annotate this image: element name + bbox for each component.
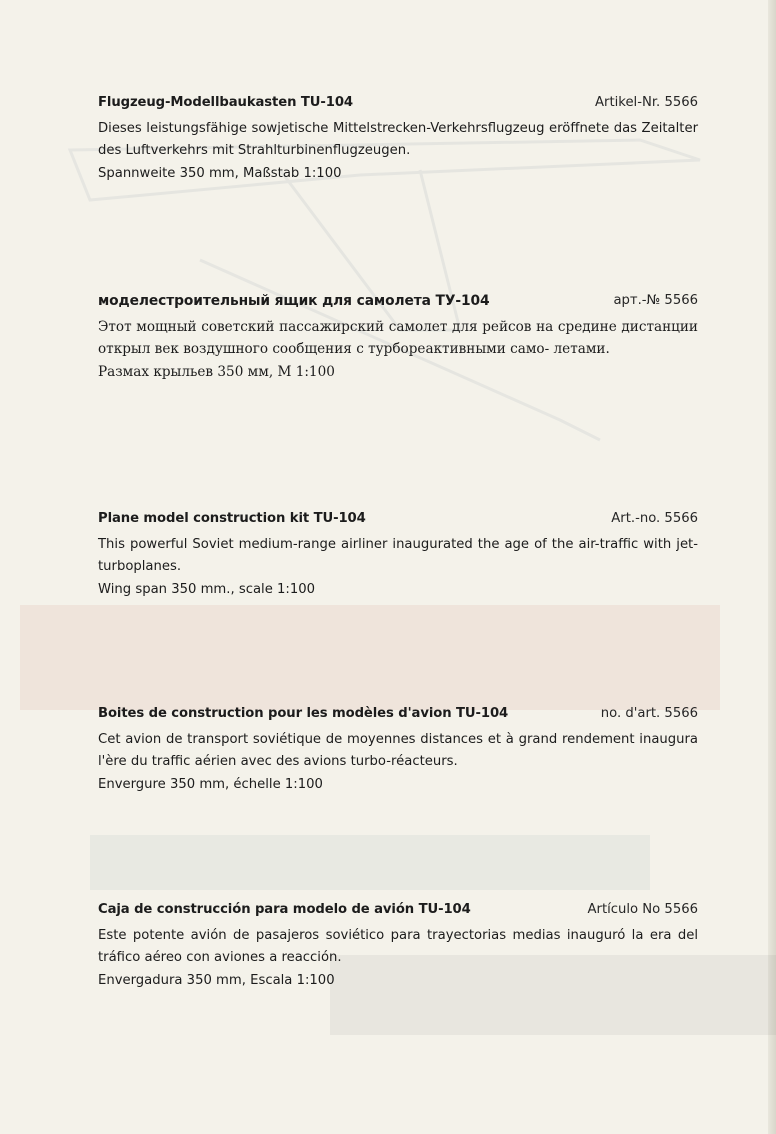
product-spec: Spannweite 350 mm, Maßstab 1:100 <box>98 166 342 181</box>
entry-russian <box>98 293 698 384</box>
entry-header <box>98 511 698 531</box>
product-spec: Envergadura 350 mm, Escala 1:100 <box>98 973 335 988</box>
product-title: Flugzeug-Modellbaukasten TU-104 <box>98 95 353 110</box>
entry-header <box>98 902 698 922</box>
entry-spanish <box>98 902 698 992</box>
product-description: Cet avion de transport soviétique de moyennes distances et à grand rendement inaugura l'ère du traffic aérien avec des avions turbo-réacteurs. <box>98 732 698 769</box>
product-description: Этот мощный советский пассажирский самолет для рейсов на средине дистанции открыл век воздушного сообщения с турбореактивными само- летами. <box>98 319 698 357</box>
article-number: арт.-№ 5566 <box>613 293 698 308</box>
product-spec: Размах крыльев 350 мм, М 1:100 <box>98 364 335 380</box>
article-number: Art.-no. 5566 <box>611 511 698 526</box>
product-title: Plane model construction kit TU-104 <box>98 511 366 526</box>
show-through-airplane <box>70 140 700 440</box>
article-number: Artikel-Nr. 5566 <box>595 95 698 110</box>
entry-header <box>98 706 698 726</box>
entry-english <box>98 511 698 601</box>
product-description: Este potente avión de pasajeros soviético para trayectorias medias inauguró la era del tráfico aéreo con aviones a reacción. <box>98 928 698 965</box>
entry-header <box>98 293 698 313</box>
entry-french <box>98 706 698 796</box>
entry-german <box>98 95 698 185</box>
article-number: Artículo No 5566 <box>587 902 698 917</box>
product-spec: Wing span 350 mm., scale 1:100 <box>98 582 316 597</box>
product-title: Boites de construction pour les modèles d'avion TU-104 <box>98 706 509 721</box>
product-description: This powerful Soviet medium-range airliner inaugurated the age of the air-traffic with jet-turboplanes. <box>98 537 698 574</box>
product-description: Dieses leistungsfähige sowjetische Mittelstrecken-Verkehrsflugzeug eröffnete das Zeitalter des Luftverkehrs mit Strahlturbinenflugzeugen. <box>98 121 698 158</box>
product-title: моделестроительный ящик для самолета ТУ-104 <box>98 293 490 309</box>
article-number: no. d'art. 5566 <box>600 706 698 721</box>
page-edge <box>768 0 776 1134</box>
product-title: Caja de construcción para modelo de avión TU-104 <box>98 902 471 917</box>
product-spec: Envergure 350 mm, échelle 1:100 <box>98 777 323 792</box>
entry-header <box>98 95 698 115</box>
